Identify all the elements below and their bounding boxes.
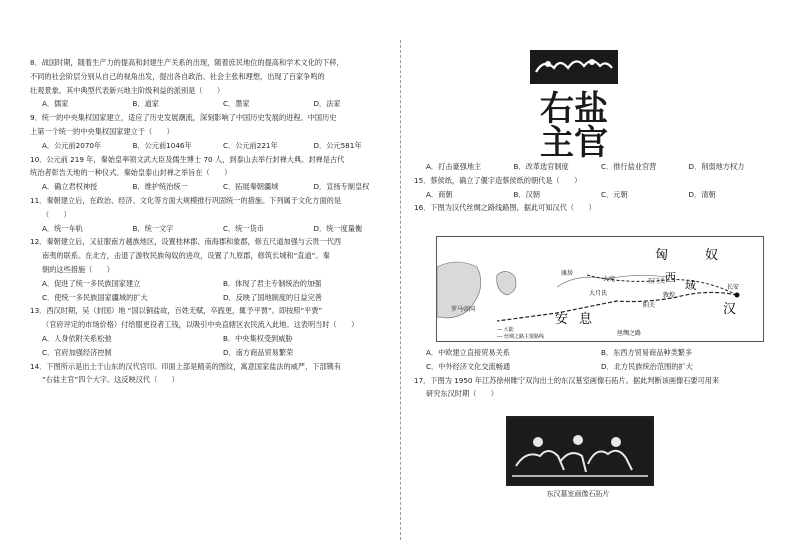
- relief-figure-head: [573, 435, 583, 445]
- map-label-dawan: 大宛: [603, 276, 616, 283]
- map-label-xiongnu-2: 奴: [705, 248, 719, 263]
- question-15: [414, 174, 764, 202]
- question-stem: 南夷的联系。在北方，击退了游牧民族匈奴的进攻，设置了九原郡，修筑长城和“直道”。秦: [42, 251, 330, 261]
- option-a[interactable]: A．统一车轨: [42, 223, 83, 233]
- map-label-dunhuang: 敦煌: [663, 292, 676, 299]
- option-b[interactable]: B．中央集权受到威胁: [223, 333, 293, 343]
- column-divider: [400, 40, 401, 540]
- seal-top-chars: 右盐: [540, 89, 608, 129]
- option-c[interactable]: C．推行盐业官营: [601, 162, 657, 171]
- map-label-anxi-2: 息: [579, 312, 593, 327]
- options-row: [30, 180, 392, 194]
- map-label-xiongnu-1: 匈: [655, 248, 669, 263]
- options-row: [414, 360, 764, 374]
- option-d[interactable]: D．南方商品贸易繁荣: [223, 347, 294, 357]
- changan-marker: [735, 293, 740, 298]
- seal-pattern-band: [530, 50, 618, 84]
- options-row: [30, 332, 392, 346]
- option-c[interactable]: C．统一货币: [223, 223, 264, 233]
- question-stem: 15．蔡侯纸，确立了偃字造蔡侯纸的朝代是（ ）: [414, 175, 582, 185]
- option-d[interactable]: D．北方民族统治范围的扩大: [601, 361, 693, 371]
- question-8: [30, 56, 392, 111]
- options-row: [414, 160, 764, 174]
- silk-road-map: [436, 236, 764, 342]
- option-b[interactable]: B．汉朝: [513, 189, 540, 199]
- option-a[interactable]: A．促进了统一多民族国家建立: [42, 278, 141, 288]
- option-a[interactable]: A．公元前2070年: [42, 140, 102, 150]
- relief-figure-head: [533, 437, 543, 447]
- map-label-xiyu-1: 西: [665, 271, 676, 284]
- map-label-silkroad: 丝绸之路: [617, 330, 642, 337]
- question-stem: “右盐主官”四个大字。这反映汉代（ ）: [42, 375, 179, 385]
- option-c[interactable]: C．中外经济文化交流畅通: [426, 361, 511, 371]
- option-d[interactable]: D．反映了国地制度的日益完善: [223, 292, 322, 302]
- question-16: [414, 201, 764, 215]
- question-14: [30, 360, 392, 388]
- question-stem: 11．秦朝建立后，在政治、经济、文化等方面大规模推行巩固统一的措施。下列属于文化方面的是: [30, 195, 342, 205]
- option-b[interactable]: B．改革选官制度: [513, 162, 569, 171]
- question-stem: 10．公元前 219 年，秦始皇率领文武大臣及儒生博士 70 人，到泰山去举行封禅大典。封禅是古代: [30, 154, 345, 164]
- relief-figure-head: [611, 437, 621, 447]
- question-stem: 统治者彰告天地的一种仪式。秦始皇泰山封禅之举旨在（ ）: [30, 168, 232, 178]
- map-label-han: 汉: [723, 302, 737, 317]
- question-17: [414, 374, 764, 402]
- question-stem: 朝的这些措施（ ）: [42, 264, 114, 274]
- question-14-options: [414, 160, 764, 174]
- question-stem: （官府评定的市场价格）付给服更役者工钱，以吸引中央直辖区农民流入此地。这表明当时（ ）: [42, 320, 359, 330]
- seal-pattern-dot: [545, 61, 551, 67]
- options-row: [30, 97, 392, 111]
- option-a[interactable]: A．人身依附关系松弛: [42, 333, 112, 343]
- question-stem: （ ）: [42, 209, 71, 219]
- options-row: [30, 291, 392, 305]
- map-label-changan: 长安: [727, 284, 740, 291]
- right-column-lower: [414, 346, 764, 401]
- map-label-kangju: 康居: [561, 270, 574, 277]
- option-c[interactable]: C．墨家: [223, 99, 250, 109]
- map-label-xiyu-2: 域: [685, 279, 696, 292]
- option-b[interactable]: B．体现了君主专制统治的加强: [223, 278, 322, 288]
- question-stem: 17．下图为 1950 年江苏徐州睢宁双沟出土的东汉墓室画像石拓片。据此判断该画像石要可用来: [414, 375, 720, 385]
- right-column: [414, 160, 764, 215]
- question-13: [30, 304, 392, 359]
- options-row: [414, 346, 764, 360]
- seal-bottom-chars: 主官: [540, 123, 608, 158]
- option-a[interactable]: A．打击豪强地主: [426, 162, 482, 171]
- option-a[interactable]: A．确立君权神授: [42, 182, 98, 192]
- option-c[interactable]: C．公元前221年: [223, 140, 278, 150]
- option-d[interactable]: D．统一度量衡: [313, 223, 363, 233]
- map-label-yangguan: 阳关: [643, 302, 656, 309]
- option-b[interactable]: B．道家: [132, 99, 159, 109]
- question-16-options: [414, 346, 764, 374]
- map-label-rome: 罗马帝国: [451, 306, 476, 313]
- question-10: [30, 153, 392, 194]
- map-label-dayuezhi: 大月氏: [589, 290, 608, 297]
- question-11: [30, 194, 392, 235]
- map-label-yumenguan: 玉门关: [647, 278, 666, 285]
- question-stem: 不同的社会阶层分别从自己的视角出发，提出各自政治、社会主张和理想，出现了百家争鸣的: [30, 71, 325, 81]
- question-stem: 16．下图为汉代丝绸之路线路图，据此可知汉代（ ）: [414, 203, 596, 213]
- option-a[interactable]: A．中欧建立直接贸易关系: [426, 348, 510, 357]
- option-b[interactable]: B．东西方贸易商品种类繁多: [601, 348, 693, 357]
- relief-rubbing-image: [506, 416, 654, 486]
- map-legend-land: — 大陆: [497, 327, 514, 333]
- option-c[interactable]: C．拓展秦朝疆域: [223, 182, 279, 192]
- question-stem: 研究东汉时期（ ）: [426, 389, 498, 399]
- options-row: [414, 188, 764, 202]
- option-a[interactable]: A．儒家: [42, 99, 69, 109]
- question-stem: 壮观景象。其中典型代表新兴地主阶级利益的派别是（ ）: [30, 85, 225, 95]
- option-d[interactable]: D．公元581年: [313, 140, 362, 150]
- question-stem: 14．下图所示是出土于山东的汉代官印。印面上部是精美的图纹，寓意国家盐法的威严，下部镌有: [30, 361, 342, 371]
- option-d[interactable]: D．清朝: [688, 189, 716, 199]
- options-row: [30, 277, 392, 291]
- left-column: [30, 56, 392, 387]
- map-legend-route: --- 丝绸之路主要路线: [497, 334, 545, 340]
- question-stem: 9．统一的中央集权国家建立，适应了历史发展潮流，深刻影响了中国历史发展的进程。中国历史: [30, 113, 337, 123]
- option-d[interactable]: D．法家: [313, 99, 341, 109]
- seal-pattern-dot: [589, 59, 595, 65]
- relief-caption: 东汉墓室画像石拓片: [546, 490, 610, 498]
- option-c[interactable]: C．使统一多民族国家疆域的扩大: [42, 292, 148, 302]
- option-c[interactable]: C．元朝: [601, 189, 628, 199]
- question-stem: 上第一个统一的中央集权国家建立于（ ）: [30, 126, 174, 136]
- options-row: [30, 139, 392, 153]
- options-row: [30, 222, 392, 236]
- options-row: [30, 346, 392, 360]
- question-9: [30, 111, 392, 152]
- seal-stamp-image: [530, 50, 618, 158]
- option-a[interactable]: A．商朝: [426, 189, 453, 199]
- question-12: [30, 235, 392, 304]
- map-label-anxi-1: 安: [555, 312, 569, 327]
- option-b[interactable]: B．维护统治统一: [132, 182, 188, 192]
- question-stem: 8．战国时期，随着生产力的提高和封建生产关系的出现，随着庶民地位的提高和学术文化的下移，: [30, 58, 344, 67]
- question-stem: 13．西汉时期，吴（封国）地 “国以铜盐故，百姓无赋，卒践更，辄予平贾”。即按照“平贾”: [30, 306, 323, 316]
- option-d[interactable]: D．宣扬专制皇权: [313, 182, 370, 192]
- option-c[interactable]: C．官府加强经济控制: [42, 347, 112, 357]
- option-b[interactable]: B．公元前1046年: [132, 140, 192, 150]
- question-stem: 12．秦朝建立后，又征服南方越族地区，设置桂林郡、南海郡和象郡，修五尺道加强与云贵一代西: [30, 237, 342, 247]
- option-d[interactable]: D．削弱地方权力: [688, 162, 745, 171]
- relief-background: [508, 418, 652, 484]
- option-b[interactable]: B．统一文字: [132, 223, 174, 233]
